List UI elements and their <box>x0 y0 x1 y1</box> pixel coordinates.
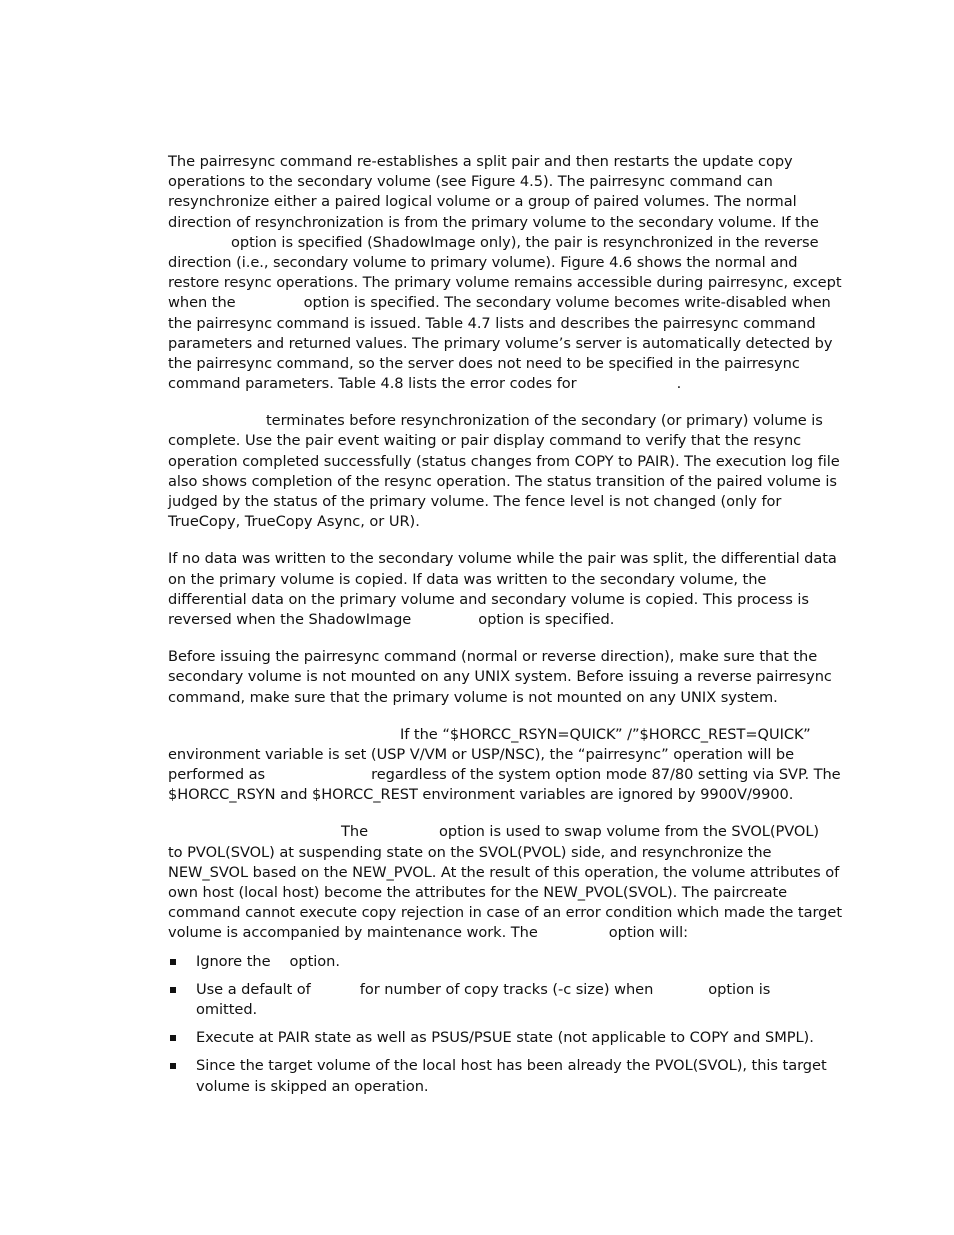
text-line: also shows completion of the resync operation. The status transition of the paired volume is <box>168 472 837 490</box>
text-line: differential data on the primary volume and secondary volume is copied. This process is <box>168 590 809 608</box>
option-bullet-list <box>168 952 828 1097</box>
text-fragment: Use a default of <box>196 980 311 998</box>
paragraph-differential-data <box>168 549 837 630</box>
text-line: direction (i.e., secondary volume to primary volume). Figure 4.6 shows the normal and <box>168 253 798 271</box>
paragraph-resync-completion <box>168 411 840 532</box>
text-line: command cannot execute copy rejection in case of an error condition which made the target <box>168 904 842 922</box>
text-line <box>168 374 828 394</box>
text-line: on the primary volume is copied. If data was written to the secondary volume, the <box>168 570 767 588</box>
text-fragment: . <box>676 375 682 393</box>
text-line <box>196 980 828 1000</box>
text-line: omitted. <box>196 1000 258 1018</box>
text-line: The pairresync command re-establishes a split pair and then restarts the update copy <box>168 153 793 170</box>
square-bullet-icon <box>170 987 176 993</box>
text-line: environment variable is set (USP V/VM or USP/NSC), the “pairresync” operation will be <box>168 745 795 763</box>
text-line: TrueCopy, TrueCopy Async, or UR). <box>168 513 420 531</box>
text-line: secondary volume is not mounted on any UNIX system. Before issuing a reverse pairresync <box>168 668 832 686</box>
text-fragment: option is used to swap volume from the SVOL(PVOL) <box>439 823 820 841</box>
text-line <box>168 411 828 431</box>
text-fragment: reversed when the ShadowImage <box>168 610 412 628</box>
square-bullet-icon <box>170 1063 176 1069</box>
text-line <box>168 233 828 253</box>
text-fragment: option is specified. <box>478 610 615 628</box>
square-bullet-icon <box>170 1035 176 1041</box>
text-line <box>168 610 828 630</box>
paragraph-swap-option <box>168 822 842 943</box>
text-fragment: The <box>341 823 368 841</box>
text-fragment: regardless of the system option mode 87/80 setting via SVP. The <box>371 766 841 784</box>
text-line: operation completed successfully (status changes from COPY to PAIR). The execution log file <box>168 452 840 470</box>
text-line <box>196 952 828 972</box>
text-line <box>168 822 828 842</box>
text-line <box>168 765 841 785</box>
text-line: to PVOL(SVOL) at suspending state on the SVOL(PVOL) side, and resynchronize the <box>168 843 772 861</box>
text-line: Before issuing the pairresync command (normal or reverse direction), make sure that the <box>168 648 818 666</box>
text-fragment: volume is accompanied by maintenance work. The <box>168 924 538 942</box>
list-item <box>168 952 828 972</box>
text-fragment: for number of copy tracks (-c size) when <box>359 980 654 998</box>
text-line: the pairresync command, so the server does not need to be specified in the pairresync <box>168 354 800 372</box>
paragraph-pairresync-intro <box>168 152 842 394</box>
text-fragment: performed as <box>168 766 266 784</box>
document-page <box>168 152 842 1105</box>
text-fragment: command parameters. Table 4.8 lists the error codes for <box>168 375 577 393</box>
text-fragment: option will: <box>608 924 688 942</box>
text-line: own host (local host) become the attributes for the NEW_PVOL(SVOL). The paircreate <box>168 884 788 901</box>
text-line: Execute at PAIR state as well as PSUS/PSUE state (not applicable to COPY and SMPL). <box>196 1029 814 1047</box>
list-item <box>168 1028 828 1048</box>
text-fragment: If the “$HORCC_RSYN=QUICK” /”$HORCC_REST=QUICK” <box>400 725 811 743</box>
text-line: $HORCC_RSYN and $HORCC_REST environment variables are ignored by 9900V/9900. <box>168 786 794 804</box>
text-fragment: option is specified. The secondary volume becomes write-disabled when <box>303 294 831 312</box>
square-bullet-icon <box>170 959 176 965</box>
paragraph-unix-mount-warning <box>168 647 832 708</box>
text-line: resynchronize either a paired logical volume or a group of paired volumes. The normal <box>168 193 797 211</box>
text-line: volume is skipped an operation. <box>196 1077 429 1095</box>
text-line: parameters and returned values. The primary volume’s server is automatically detected by <box>168 334 833 352</box>
list-item <box>168 980 828 1020</box>
list-item <box>168 1056 828 1096</box>
text-line: If no data was written to the secondary volume while the pair was split, the differential data <box>168 550 837 568</box>
text-line: operations to the secondary volume (see Figure 4.5). The pairresync command can <box>168 173 773 191</box>
text-line: the pairresync command is issued. Table 4.7 lists and describes the pairresync command <box>168 314 816 332</box>
text-line: NEW_SVOL based on the NEW_PVOL. At the result of this operation, the volume attributes of <box>168 863 840 881</box>
text-fragment: option is specified (ShadowImage only), the pair is resynchronized in the reverse <box>231 233 819 251</box>
paragraph-environment-variable <box>168 725 841 806</box>
text-line: Since the target volume of the local host has been already the PVOL(SVOL), this target <box>196 1057 827 1075</box>
text-fragment: Ignore the <box>196 952 271 970</box>
text-fragment: when the <box>168 294 236 312</box>
text-fragment: terminates before resynchronization of the secondary (or primary) volume is <box>266 412 823 430</box>
text-fragment: option. <box>289 952 340 970</box>
text-line: judged by the status of the primary volume. The fence level is not changed (only for <box>168 493 782 510</box>
text-line: direction of resynchronization is from the primary volume to the secondary volume. If the <box>168 213 819 231</box>
text-line <box>168 923 828 943</box>
text-line <box>168 293 831 313</box>
text-line: complete. Use the pair event waiting or pair display command to verify that the resync <box>168 432 802 450</box>
text-fragment: option is <box>708 980 771 998</box>
text-line <box>168 725 828 745</box>
text-line: command, make sure that the primary volume is not mounted on any UNIX system. <box>168 688 778 706</box>
text-line: restore resync operations. The primary volume remains accessible during pairresync, except <box>168 274 842 292</box>
